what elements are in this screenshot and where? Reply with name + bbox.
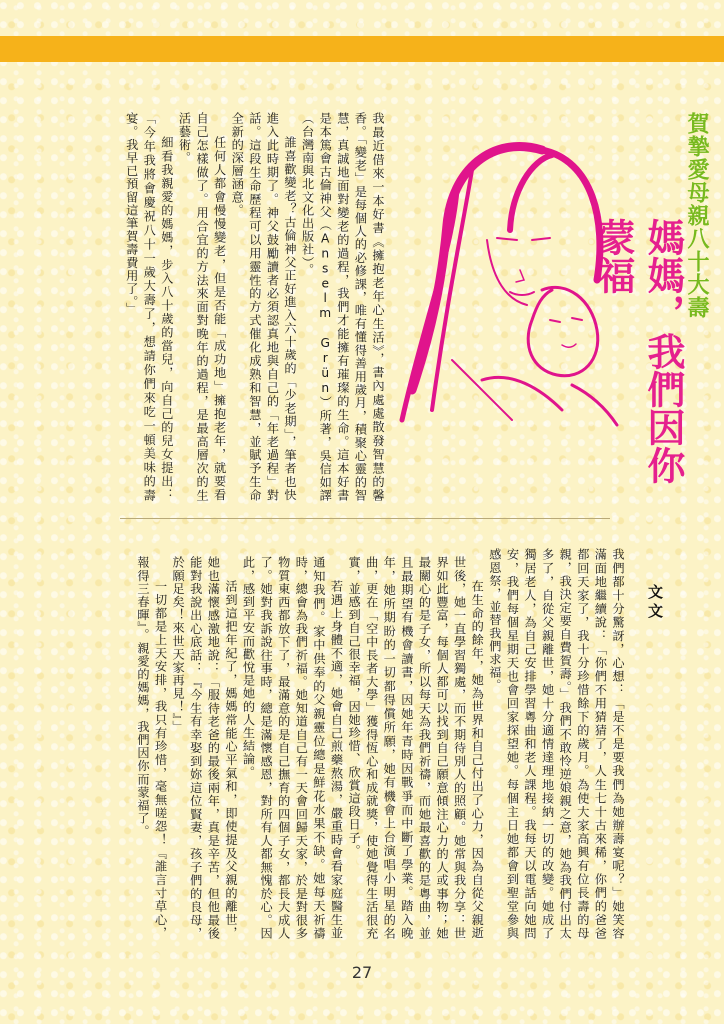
paragraph: 細看我親愛的媽媽，步入八十歲的當兒，向自己的兒女提出：「今年我將會慶祝八十一歲大壽了，想請你們來吃一頓美味的壽宴。我早已預留這筆賀壽費用了。」 (124, 112, 174, 502)
paragraph: 活到這把年紀了，媽媽常能心平氣和，即使提及父親的離世，她也滿懷感激地說：「服待老爸的最後兩年，真是辛苦，但他最後能對我說出心底話：『今生有幸娶到妳這位賢妻，孩子們的良母，於願足矣！來世天家再見！』」 (171, 556, 238, 940)
article-subtitle: 賀摯愛母親八十大壽 (684, 112, 709, 319)
paragraph: 誰喜歡變老？古倫神父正好進入六十歲的「少老期」，筆者也快進入此時期了。神父鼓勵讀者必須認真地與自己的「年老過程」對話。這段生命歷程可以用靈性的方式催化成熟和智慧，並賦予生命全新的深層涵意。 (230, 112, 298, 502)
top-article-block (86, 112, 386, 502)
mother-child-illustration (392, 130, 632, 430)
paragraph: 在生命的餘年，她為世界和自己付出了心力，因為自從父親逝世後，她一直學習獨處，而不期待別人的照顧。她常與我分享：世界如此豐富，每個人都可以找到自己願意傾注心力的人或事物；她最關心的是子女，所以每天為我們祈禱，而她最喜歡的是粵曲，並且最期望有機會讀書，因她年青時因戰爭而中斷了學業。踏入晚年，她所期盼的一切都得償所願，她有機會上台演唱小明星的名曲，更在「空中長者大學」獲得恆心和成就獎，使她覺得生活很充實，並感到自己很幸福，因她珍惜、欣賞這段日子。 (347, 556, 485, 940)
article-title: 媽媽，我們因你蒙福 (591, 218, 686, 484)
page-number: 27 (351, 963, 373, 982)
paragraph: 我們都十分驚訝，心想：「是不是要我們為她辦壽宴呢？」她笑容滿面地繼續說：「你們不用猜猜了，人生七十古來稀，你們的爸爸都回天家了，我十分珍惜餘下的歲月。為使大家高興有位長壽的母親，我決定要自費賀壽。」我們不敢怜逆娘親之意，她為我們付出太多了，自從父親離世，她十分適情達理地接納一切的改變。她成了獨居老人，為自己安排學習粵曲和老人課程。我每天以電話向她問安，我們每個星期天也會回家探望她。每個主日她都會到聖堂參與感恩祭，並替我們求福。 (487, 548, 625, 940)
paragraph: 我最近借來一本好書《擁抱老年心生活》，書內處處散發智慧的馨香。「變老」是每個人的必修課，唯有懂得善用歲月，積聚心靈的智慧，真誠地面對變老的過程，我們才能擁有璀璨的生命。這本好書是本篤會古倫神父（Anselm Grün）所著，吳信如譯（台灣南與北文化出版社）。 (300, 112, 385, 502)
section-divider (120, 518, 610, 519)
paragraph: 一切都是上天安排，我只有珍惜，毫無嗟怨！『誰言寸草心，報得三春暉』。親愛的媽媽，我們因你而蒙福了。 (135, 556, 168, 940)
bottom-article-block (56, 548, 626, 940)
top-color-bar (0, 36, 724, 62)
paragraph: 若遇上身體不適，她會自己煎藥熬湯，嚴重時會看家庭醫生並通知我們。家中供奉的父親靈位總是鮮花水果不缺。她每天祈禱時，總會為我們祈福。她知道自己有一天會回歸天家，於是對很多物質東西都放下了，最滿意的是自己撫育的四個子女，都長大成人了。她對我訴說往事時，總是滿懷感恩，對所有人都無愧於心。因此，感到平安而歡悅是她的人生結論。 (241, 556, 344, 940)
author-name: 文文 (646, 584, 664, 622)
paragraph: 任何人都會慢慢變老，但是否能「成功地」擁抱老年，就要看自己怎樣做了。用合宜的方法來面對晚年的過程，是最高層次的生活藝術。 (177, 112, 227, 502)
